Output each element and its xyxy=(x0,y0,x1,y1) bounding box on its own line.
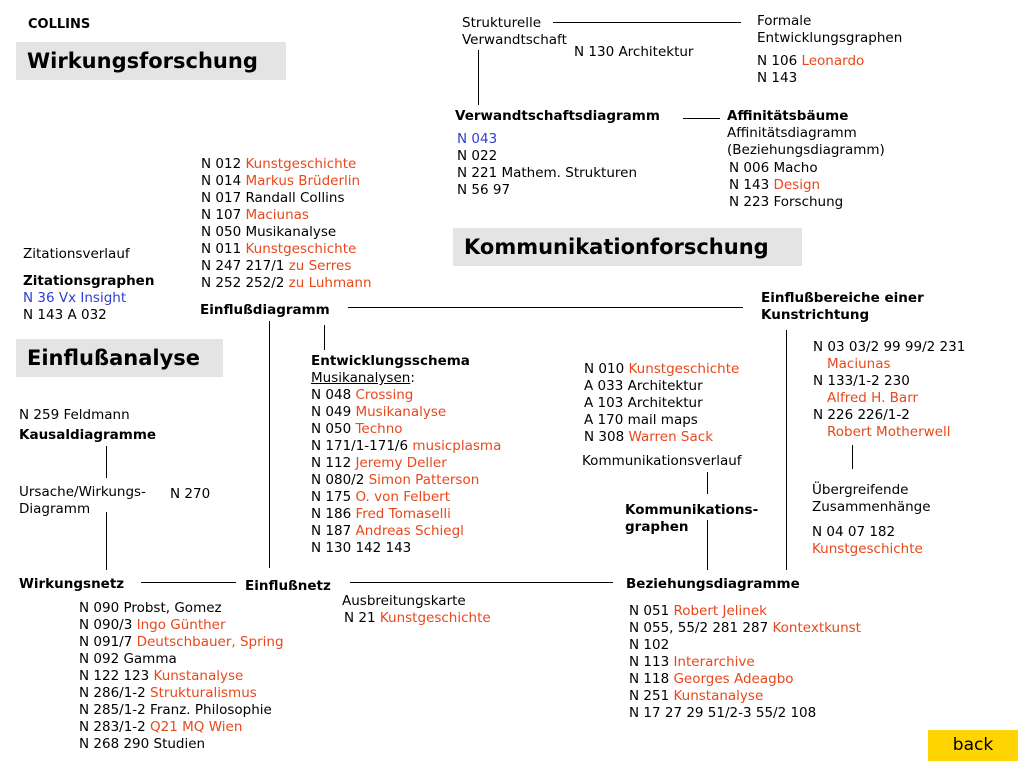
entwicklungsschema-block: Entwicklungsschema Musikanalysen: N 048 Crossing N 049 Musikanalyse N 050 Techno N 171/1-171/6 musicplasma N 112 Jeremy Deller N 080/2 Simon Patterson N 175 O. von Felbert N 186 Fred Tomaselli N 187 Andreas Schiegl N 130 142 143 xyxy=(311,353,502,556)
zitationsgraphen-block: Zitationsgraphen N 36 Vx Insight N 143 A 032 xyxy=(23,273,155,323)
connector-line xyxy=(348,307,743,308)
affinitaetsbaeume-heading: Affinitätsbäume xyxy=(727,108,849,124)
link-kunstgeschichte[interactable]: Kunstgeschichte xyxy=(812,541,923,557)
link-zu-luhmann[interactable]: zu Luhmann xyxy=(288,275,372,291)
n-list-top: N 012 Kunstgeschichte N 014 Markus Brüderlin N 017 Randall Collins N 107 Maciunas N 050 Musikanalyse N 011 Kunstgeschichte N 247 217/1 zu Serres N 252 252/2 zu Luhmann xyxy=(201,156,372,291)
link-techno[interactable]: Techno xyxy=(355,421,403,437)
link-alfred-h-barr[interactable]: Alfred H. Barr xyxy=(827,390,919,406)
ausbreitungskarte-block: Ausbreitungskarte N 21 Kunstgeschichte xyxy=(342,593,491,626)
back-button[interactable] xyxy=(928,730,1018,761)
connector-line xyxy=(707,472,708,494)
strukturelle-verwandtschaft: Strukturelle Verwandtschaft xyxy=(462,15,567,48)
link-crossing[interactable]: Crossing xyxy=(355,387,414,403)
einflussnetz-heading: Einflußnetz xyxy=(245,578,331,594)
link-design[interactable]: Design xyxy=(773,177,821,193)
connector-line xyxy=(324,325,325,350)
connector-line xyxy=(106,512,107,570)
link-q21-mq-wien[interactable]: Q21 MQ Wien xyxy=(150,719,243,735)
link-kunstanalyse[interactable]: Kunstanalyse xyxy=(153,668,244,684)
connector-line xyxy=(683,118,720,119)
wirkungsnetz-heading: Wirkungsnetz xyxy=(19,576,125,592)
formale-entwicklungsgraphen: Formale Entwicklungsgraphen N 106 Leonardo N 143 xyxy=(757,13,903,86)
back-button-label: back xyxy=(952,735,994,755)
link-kunstgeschichte[interactable]: Kunstgeschichte xyxy=(245,156,357,172)
link-strukturalismus[interactable]: Strukturalismus xyxy=(150,685,257,701)
beziehungsdiagramme-heading: Beziehungsdiagramme xyxy=(626,576,800,592)
link-kunstanalyse[interactable]: Kunstanalyse xyxy=(673,688,764,704)
connector-line xyxy=(269,321,270,568)
zitationsverlauf: Zitationsverlauf xyxy=(23,246,130,262)
kommunikationsverlauf: Kommunikationsverlauf xyxy=(582,453,742,469)
link-zu-serres[interactable]: zu Serres xyxy=(288,258,352,274)
link-kunstgeschichte[interactable]: Kunstgeschichte xyxy=(628,361,740,377)
wirkungsnetz-list: N 090 Probst, Gomez N 090/3 Ingo Günther N 091/7 Deutschbauer, Spring N 092 Gamma N 122 123 Kunstanalyse N 286/1-2 Strukturalismus N 285/1-2 Franz. Philosophie N 283/1-2 Q21 MQ Wien N 268 290 Studien xyxy=(79,600,284,752)
link-warren-sack[interactable]: Warren Sack xyxy=(628,429,714,445)
connector-line xyxy=(106,446,107,478)
einflussbereiche-heading: Einflußbereiche einer Kunstrichtung xyxy=(761,290,924,323)
link-simon-patterson[interactable]: Simon Patterson xyxy=(368,472,480,488)
kausaldiagramme-heading: Kausaldiagramme xyxy=(19,427,157,443)
title-einflussanalyse: Einflußanalyse xyxy=(16,339,223,377)
n270: N 270 xyxy=(170,486,211,502)
link-deutschbauer-spring[interactable]: Deutschbauer, Spring xyxy=(136,634,284,650)
ursache-wirkungs-diagramm: Ursache/Wirkungs- Diagramm xyxy=(19,484,146,517)
link-vx-insight[interactable]: N 36 Vx Insight xyxy=(23,290,127,306)
link-fred-tomaselli[interactable]: Fred Tomaselli xyxy=(355,506,451,522)
connector-line xyxy=(141,582,236,583)
link-maciunas[interactable]: Maciunas xyxy=(827,356,891,372)
verwandtschaftsdiagramm-heading: Verwandtschaftsdiagramm xyxy=(455,108,660,124)
entwicklungsschema-heading: Entwicklungsschema xyxy=(311,353,470,369)
link-ingo-guenther[interactable]: Ingo Günther xyxy=(136,617,226,633)
connector-line xyxy=(553,22,741,23)
link-robert-motherwell[interactable]: Robert Motherwell xyxy=(827,424,951,440)
title-wirkungsforschung: Wirkungsforschung xyxy=(16,42,286,80)
link-o-von-felbert[interactable]: O. von Felbert xyxy=(355,489,451,505)
connector-line xyxy=(478,50,479,105)
link-musicplasma[interactable]: musicplasma xyxy=(412,438,502,454)
link-maciunas[interactable]: Maciunas xyxy=(245,207,309,223)
verwandtschaftsdiagramm-block: Verwandtschaftsdiagramm N 043 N 022 N 221 Mathem. Strukturen N 56 97 xyxy=(455,108,660,198)
link-musikanalyse[interactable]: Musikanalyse xyxy=(355,404,447,420)
title-kommunikationforschung: Kommunikationforschung xyxy=(453,228,802,266)
affinitaetsbaeume-block: Affinitätsbäume Affinitätsdiagramm (Beziehungsdiagramm) N 006 Macho N 143 Design N 223 Forschung xyxy=(727,108,885,210)
link-kontextkunst[interactable]: Kontextkunst xyxy=(772,620,861,636)
link-leonardo[interactable]: Leonardo xyxy=(801,53,865,69)
n259-feldmann: N 259 Feldmann xyxy=(19,407,130,423)
kommunikationsgraphen-heading: Kommunikations- graphen xyxy=(625,502,759,535)
link-andreas-schiegl[interactable]: Andreas Schiegl xyxy=(355,523,464,539)
einflussdiagramm-heading: Einflußdiagramm xyxy=(200,302,330,318)
link-n043[interactable]: N 043 xyxy=(457,131,498,147)
brand-label: COLLINS xyxy=(28,17,91,32)
link-kunstgeschichte[interactable]: Kunstgeschichte xyxy=(379,610,491,626)
kunstrichtung-list: N 03 03/2 99 99/2 231 Maciunas N 133/1-2 230 Alfred H. Barr N 226 226/1-2 Robert Motherwell xyxy=(813,339,966,440)
link-jeremy-deller[interactable]: Jeremy Deller xyxy=(355,455,447,471)
link-georges-adeagbo[interactable]: Georges Adeagbo xyxy=(673,671,794,687)
link-markus-bruederlin[interactable]: Markus Brüderlin xyxy=(245,173,361,189)
link-kunstgeschichte[interactable]: Kunstgeschichte xyxy=(245,241,357,257)
beziehungsdiagramme-list: N 051 Robert Jelinek N 055, 55/2 281 287 Kontextkunst N 102 N 113 Interarchive N 118 Georges Adeagbo N 251 Kunstanalyse N 17 27 29 51/2-3 55/2 108 xyxy=(629,603,861,721)
connector-line xyxy=(786,330,787,570)
kommunikation-list: N 010 Kunstgeschichte A 033 Architektur A 103 Architektur A 170 mail maps N 308 Warren Sack xyxy=(584,361,740,445)
link-interarchive[interactable]: Interarchive xyxy=(673,654,755,670)
uebergreifende-zusammenhaenge: Übergreifende Zusammenhänge N 04 07 182 Kunstgeschichte xyxy=(812,482,931,557)
n130-architektur: N 130 Architektur xyxy=(574,44,694,60)
zitationsgraphen-heading: Zitationsgraphen xyxy=(23,273,155,289)
connector-line xyxy=(350,582,613,583)
link-robert-jelinek[interactable]: Robert Jelinek xyxy=(673,603,767,619)
connector-line xyxy=(852,445,853,469)
